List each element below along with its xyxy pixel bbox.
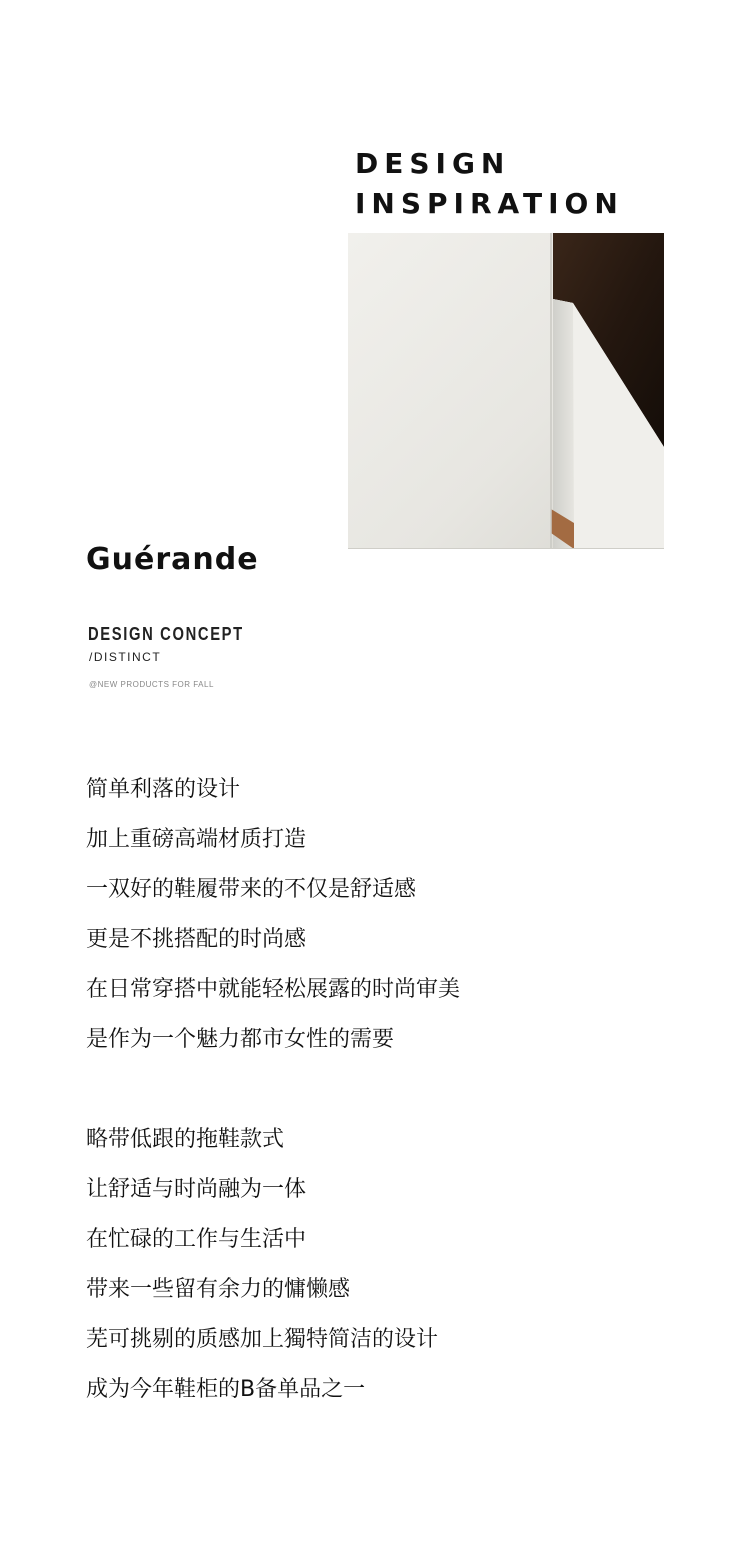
description-line: 是作为一个魅力都市女性的需要 xyxy=(86,1027,395,1052)
description-line: 简单利落的设计 xyxy=(86,777,241,802)
description-line: 芜可挑剔的质感加上獨特简洁的设计 xyxy=(86,1327,439,1352)
description-line: 加上重磅高端材质打造 xyxy=(86,827,307,852)
description-line: 带来一些留有余力的慵懒感 xyxy=(86,1277,351,1302)
concept-tagline: @NEW PRODUCTS FOR FALL xyxy=(89,680,214,689)
concept-title: DESIGN CONCEPT xyxy=(88,624,244,644)
description-line: 略带低跟的拖鞋款式 xyxy=(86,1127,285,1152)
brand-logo: Guérande xyxy=(86,542,259,577)
description-line: 让舒适与时尚融为一体 xyxy=(86,1177,307,1202)
description-line: 在忙碌的工作与生活中 xyxy=(86,1227,307,1252)
description-paragraph-2 xyxy=(86,1115,438,1415)
interior-photo xyxy=(348,233,664,549)
description-line: 在日常穿搭中就能轻松展露的时尚审美 xyxy=(86,977,461,1002)
description-paragraph-1 xyxy=(86,765,460,1065)
concept-subtitle: /DISTINCT xyxy=(89,650,162,664)
description-line: 成为今年鞋柜的B备单品之一 xyxy=(86,1377,366,1402)
description-line: 一双好的鞋履带来的不仅是舒适感 xyxy=(86,877,417,902)
title-inspiration: INSPIRATION xyxy=(355,187,624,220)
description-line: 更是不挑搭配的时尚感 xyxy=(86,927,307,952)
title-design: DESIGN xyxy=(355,147,511,180)
